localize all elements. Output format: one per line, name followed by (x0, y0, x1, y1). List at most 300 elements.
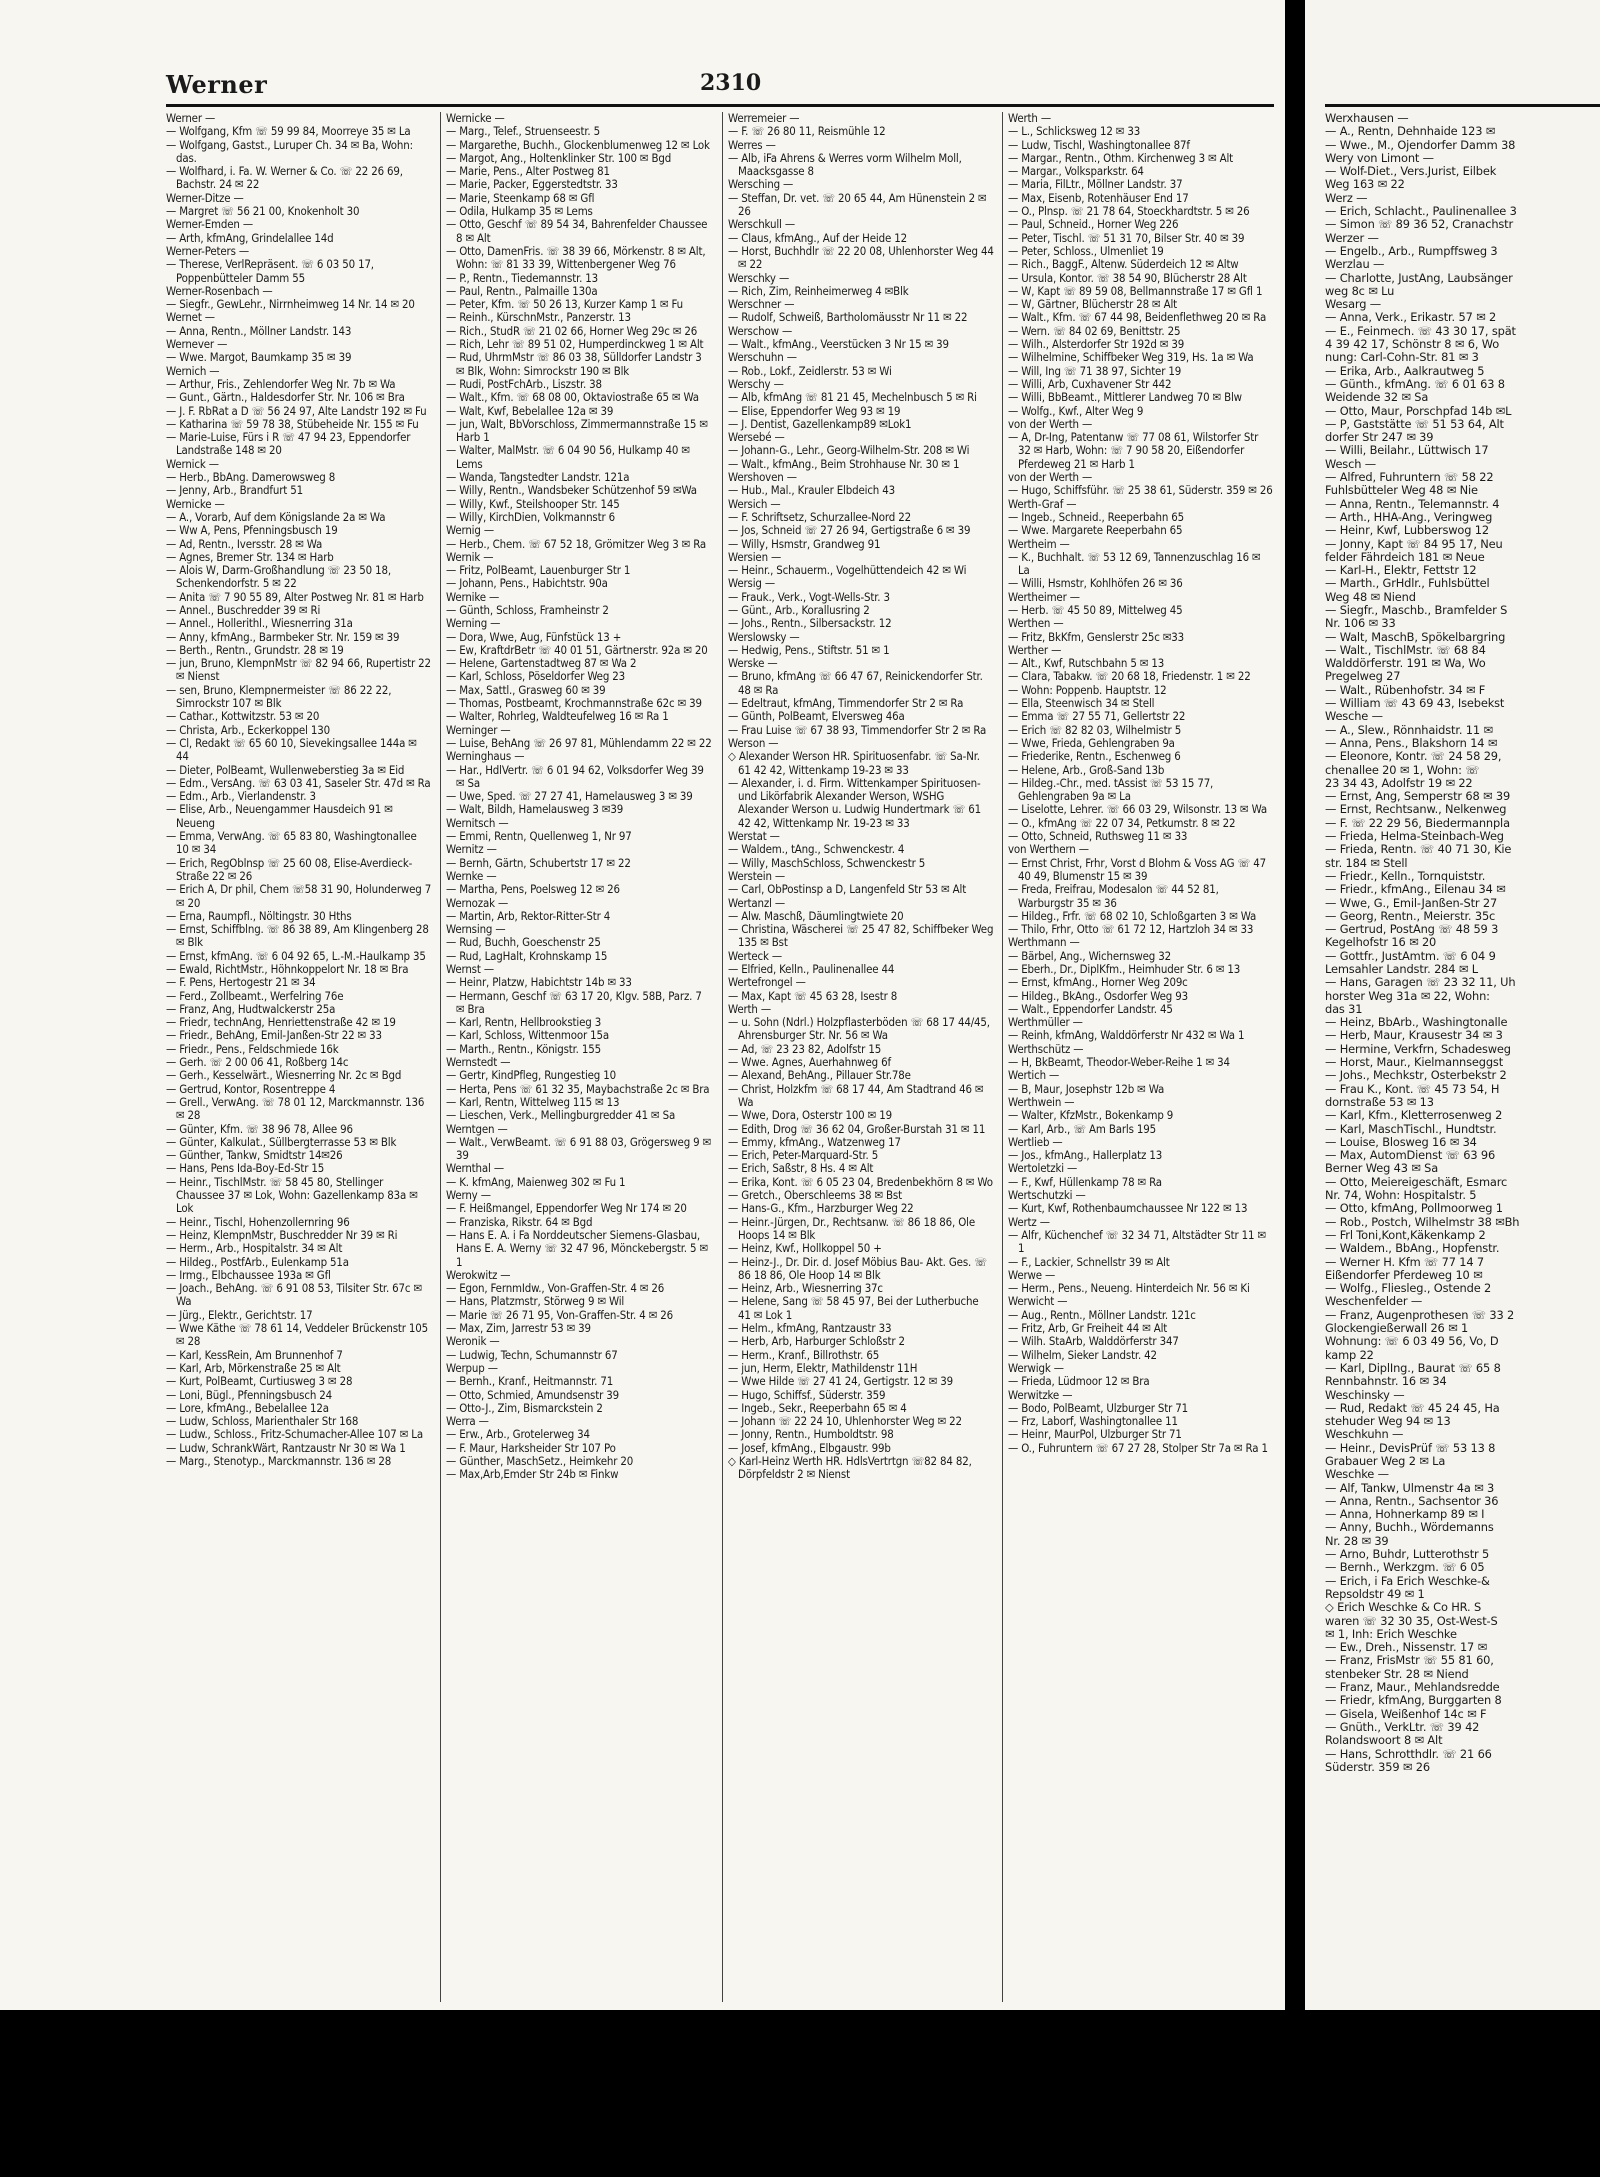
directory-entry: — Wolfgang, Kfm ☏ 59 99 84, Moorreye 35 ✉ La (166, 124, 411, 139)
directory-entry: — A., Vorarb, Auf dem Königslande 2a ✉ Wa (166, 509, 386, 524)
directory-entry: — Walt., kfmAng., Veerstücken 3 Nr 15 ✉ 39 (728, 337, 949, 352)
directory-entry-fragment: — Karl-H., Elektr, Fettstr 12 (1325, 563, 1477, 578)
directory-entry: — Alois W, Darm-Großhandlung ☏ 23 50 18, Schenkendorfstr. 5 ✉ 22 (166, 563, 391, 591)
directory-entry-fragment: — Gertrud, PostAng ☏ 48 59 3 (1325, 922, 1499, 937)
directory-entry: — Gunt., Gärtn., Haldesdorfer Str. Nr. 106 ✉ Bra (166, 390, 405, 405)
directory-entry: Werninghaus — (446, 749, 525, 764)
directory-entry-fragment: — Marth., GrHdlr., Fuhlsbüttel (1325, 576, 1490, 591)
directory-entry: — Johann-G., Lehr., Georg-Wilhelm-Str. 208 ✉ Wi (728, 443, 970, 458)
directory-entry: — Joach., BehAng. ☏ 6 91 08 53, Tilsiter Str. 67c ✉ Wa (166, 1281, 422, 1309)
directory-entry: Werpup — (446, 1360, 498, 1375)
directory-entry: — Max, Sattl., Grasweg 60 ✉ 39 (446, 682, 606, 697)
directory-entry-fragment: — Heinr., DevisPrüf ☏ 53 13 8 (1325, 1440, 1496, 1455)
directory-entry: — Wilh. StaArb, Walddörferstr 347 (1008, 1334, 1179, 1349)
directory-entry-fragment: ◇ Erich Weschke & Co HR. S (1325, 1600, 1482, 1615)
directory-entry-fragment: — Anna, Verk., Erikastr. 57 ✉ 2 (1325, 310, 1497, 325)
directory-entry: Werstein — (728, 868, 785, 883)
directory-entry: Werner-Emden — (166, 217, 253, 232)
directory-entry: Wernozak — (446, 895, 509, 910)
directory-entry-fragment: — Heinr, Kwf, Lubberswog 12 (1325, 523, 1489, 538)
directory-entry-fragment: — P, Gaststätte ☏ 51 53 64, Alt (1325, 416, 1504, 431)
directory-entry-fragment: — Willi, Beilahr., Lüttwisch 17 (1325, 443, 1489, 458)
directory-entry: — O., Plnsp. ☏ 21 78 64, Stoeckhardtstr. 5 ✉ 26 (1008, 204, 1250, 219)
directory-entry-fragment: Glockengießerwall 26 ✉ 1 (1325, 1321, 1469, 1336)
directory-entry-fragment: — Erich, Schlacht., Paulinenallee 3 (1325, 204, 1517, 219)
directory-entry: — Wolfhard, i. Fa. W. Werner & Co. ☏ 22 26 69, Bachstr. 24 ✉ 22 (166, 164, 403, 192)
directory-entry: — Cl, Redakt ☏ 65 60 10, Sievekingsallee 144a ✉ 44 (166, 735, 417, 764)
directory-entry-fragment: — Friedr., kfmAng., Eilenau 34 ✉ (1325, 882, 1506, 897)
directory-entry: — Karl, Schloss, Wittenmoor 15a (446, 1028, 610, 1043)
directory-entry: — Rich., StudR ☏ 21 02 66, Horner Weg 29c ✉ 26 (446, 323, 698, 338)
directory-entry-fragment: — Anna, Hohnerkamp 89 ✉ I (1325, 1507, 1485, 1522)
directory-entry-fragment: — Franz, Augenprothesen ☏ 33 2 (1325, 1307, 1515, 1322)
directory-entry: — Bärbel, Ang., Wichernsweg 32 (1008, 948, 1171, 963)
directory-entry-fragment: — Wwe, G., Emil-Janßen-Str 27 (1325, 895, 1498, 910)
directory-entry: — O., Fuhruntern ☏ 67 27 28, Stolper Str 7a ✉ Ra 1 (1008, 1440, 1268, 1455)
directory-entry: Werra — (446, 1414, 489, 1429)
directory-entry: — Herb, Arb, Harburger Schloßstr 2 (728, 1334, 905, 1349)
directory-entry: — Arthur, Fris., Zehlendorfer Weg Nr. 7b ✉ Wa (166, 376, 396, 391)
directory-columns (166, 112, 1274, 2002)
directory-entry: — Reinh, kfmAng, Walddörferstr Nr 432 ✉ Wa 1 (1008, 1028, 1245, 1043)
directory-entry: — Willy, Kwf., Steilshooper Str. 145 (446, 496, 620, 511)
directory-entry-fragment: — Arth., HHA-Ang., Veringweg (1325, 509, 1493, 524)
directory-entry: — Erich A, Dr phil, Chem ☏58 31 90, Holunderweg 7 ✉ 20 (166, 882, 432, 910)
directory-entry-fragment: — Jonny, Kapt ☏ 84 95 17, Neu (1325, 536, 1503, 551)
directory-entry: — Wwe, Dora, Osterstr 100 ✉ 19 (728, 1108, 892, 1123)
directory-entry: — Walt, Bildh, Hamelausweg 3 ✉39 (446, 802, 624, 817)
directory-entry: — Rich, Lehr ☏ 89 51 02, Humperdinckweg 1 ✉ Alt (446, 337, 704, 352)
directory-entry-fragment: Nr. 106 ✉ 33 (1325, 616, 1396, 631)
directory-entry: — Ernst Christ, Frhr, Vorst d Blohm & Voss AG ☏ 47 40 49, Blumenstr 15 ✉ 39 (1008, 855, 1266, 883)
directory-entry: — Karl, Rentn, Wittelweg 115 ✉ 13 (446, 1094, 620, 1109)
directory-entry: Werthen — (1008, 616, 1064, 631)
directory-entry: — Fritz, PolBeamt, Lauenburger Str 1 (446, 563, 631, 578)
directory-entry: — Max, Kapt ☏ 45 63 28, Isestr 8 (728, 988, 898, 1003)
directory-entry-fragment: — Werner H. Kfm ☏ 77 14 7 (1325, 1254, 1485, 1269)
directory-entry-fragment: Weschke — (1325, 1467, 1389, 1482)
directory-entry-fragment: — Max, AutomDienst ☏ 63 96 (1325, 1148, 1496, 1163)
directory-entry: — Wern. ☏ 84 02 69, Benittstr. 25 (1008, 323, 1181, 338)
directory-entry: Werwitzke — (1008, 1387, 1073, 1402)
directory-entry: — Wwe. Agnes, Auerhahnweg 6f (728, 1055, 891, 1070)
directory-entry-fragment: dornstraße 53 ✉ 13 (1325, 1094, 1434, 1109)
directory-entry: — Margar., Volksparkstr. 64 (1008, 164, 1144, 179)
directory-entry: — Rob., Lokf., Zeidlerstr. 53 ✉ Wi (728, 363, 892, 378)
directory-entry: — Hildeg., PostfArb., Eulenkamp 51a (166, 1254, 349, 1269)
directory-entry: — Erna, Raumpfl., Nöltingstr. 30 Hths (166, 908, 352, 923)
directory-entry: — Herb. ☏ 45 50 89, Mittelweg 45 (1008, 602, 1183, 617)
directory-entry: — Herta, Pens ☏ 61 32 35, Maybachstraße 2c ✉ Bra (446, 1081, 710, 1096)
directory-entry: Werslowsky — (728, 629, 800, 644)
directory-entry: — Walter, MalMstr. ☏ 6 04 90 56, Hulkamp 40 ✉ Lems (446, 443, 690, 471)
directory-entry: — B, Maur, Josephstr 12b ✉ Wa (1008, 1081, 1165, 1096)
directory-entry: — Herm., Kranf., Billrothstr. 65 (728, 1347, 880, 1362)
directory-entry: — Günt., Arb., Korallusring 2 (728, 602, 870, 617)
directory-entry: — Willy, Hsmstr, Grandweg 91 (728, 536, 881, 551)
directory-entry-fragment: — Erich, i Fa Erich Weschke-& (1325, 1573, 1490, 1588)
directory-entry: — Franz, Ang, Hudtwalckerstr 25a (166, 1001, 336, 1016)
directory-entry: — Hermann, Geschf ☏ 63 17 20, Klgv. 58B, Parz. 7 ✉ Bra (446, 988, 702, 1016)
directory-entry: Werwigk — (1008, 1360, 1064, 1375)
directory-entry: Wernik — (446, 549, 494, 564)
directory-entry: Wernet — (166, 310, 215, 325)
directory-entry: — Willi, Arb, Cuxhavener Str 442 (1008, 376, 1172, 391)
directory-entry: — Otto, Geschf ☏ 89 54 34, Bahrenfelder Chaussee 8 ✉ Alt (446, 217, 708, 245)
directory-entry: — Elfried, Kelln., Paulinenallee 44 (728, 962, 895, 976)
directory-entry: — Friedr, technAng, Henriettenstraße 42 ✉ 19 (166, 1015, 396, 1030)
directory-entry: — Edm., Arb., Vierlandenstr. 3 (166, 789, 316, 804)
directory-entry: Wertanzl — (728, 895, 786, 910)
directory-entry: — Luise, BehAng ☏ 26 97 81, Mühlendamm 22 ✉ 22 (446, 735, 712, 750)
directory-entry: — Emmy, kfmAng., Watzenweg 17 (728, 1134, 901, 1149)
directory-entry: Werthschütz — (1008, 1041, 1084, 1056)
page-number: 2310 (700, 70, 762, 96)
directory-entry: — Freda, Freifrau, Modesalon ☏ 44 52 81, Warburgstr 35 ✉ 36 (1008, 882, 1219, 910)
directory-entry: Wernicke — (446, 112, 505, 125)
directory-entry: Wernicke — (166, 496, 225, 511)
directory-entry-fragment: — Wwe., M., Ojendorfer Damm 38 (1325, 137, 1516, 152)
directory-entry-fragment: — Anny, Buchh., Wördemanns (1325, 1520, 1494, 1535)
directory-entry-fragment: — Walt., Rübenhofstr. 34 ✉ F (1325, 682, 1486, 697)
book-gutter (1285, 0, 1305, 2010)
directory-entry: — Alb, iFa Ahrens & Werres vorm Wilhelm Moll, Maacksgasse 8 (728, 150, 962, 179)
directory-entry: — Frauk., Verk., Vogt-Wells-Str. 3 (728, 589, 890, 604)
directory-entry: — Max, Eisenb, Rotenhäuser End 17 (1008, 190, 1189, 205)
directory-entry: — Clara, Tabakw. ☏ 20 68 18, Friedenstr. 1 ✉ 22 (1008, 669, 1251, 684)
directory-entry: — Alb, kfmAng ☏ 81 21 45, Mechelnbusch 5 ✉ Ri (728, 390, 977, 405)
directory-entry-fragment: — E., Feinmech. ☏ 43 30 17, spät (1325, 323, 1516, 338)
directory-entry: Werres — (728, 137, 776, 152)
directory-entry-fragment: — Waldem., BbAng., Hopfenstr. (1325, 1241, 1500, 1256)
directory-entry: Wersich — (728, 496, 781, 511)
directory-entry: Wernever — (166, 337, 228, 352)
directory-entry-fragment: — Bernh., Werkzgm. ☏ 6 05 (1325, 1560, 1485, 1575)
directory-entry-fragment: Werxhausen — (1325, 112, 1409, 125)
directory-entry: — Fritz, Arb, Gr Freiheit 44 ✉ Alt (1008, 1321, 1168, 1336)
directory-entry: — Loni, Bügl., Pfenningsbusch 24 (166, 1387, 333, 1402)
directory-entry: — Marth., Rentn., Königstr. 155 (446, 1041, 601, 1056)
directory-entry: — Marie, Steenkamp 68 ✉ Gfl (446, 190, 595, 205)
directory-entry-fragment: — Otto, Maur, Porschpfad 14b ✉L (1325, 403, 1512, 418)
directory-entry: — Ingeb., Schneid., Reeperbahn 65 (1008, 509, 1185, 524)
directory-entry: — Karl, Rentn, Hellbrookstieg 3 (446, 1015, 602, 1030)
directory-entry: — Waldem., tAng., Schwenckestr. 4 (728, 842, 905, 857)
directory-entry: — Franziska, Rikstr. 64 ✉ Bgd (446, 1214, 593, 1229)
directory-entry: — Friedr., BehAng, Emil-Janßen-Str 22 ✉ 33 (166, 1028, 382, 1043)
directory-entry: — Walt., kfmAng., Beim Strohhause Nr. 30 ✉ 1 (728, 456, 960, 471)
directory-entry-fragment: felder Fährdeich 181 ✉ Neue (1325, 549, 1485, 564)
directory-entry: Werntgen — (446, 1121, 508, 1136)
directory-entry: — J. F. RbRat a D ☏ 56 24 97, Alte Landstr 192 ✉ Fu (166, 403, 427, 418)
directory-entry: — Alw. Maschß, Däumlingtwiete 20 (728, 908, 904, 923)
directory-entry-fragment: 4 39 42 17, Schönstr 8 ✉ 6, Wo (1325, 337, 1500, 352)
directory-entry-fragment: — Gnüth., VerkLtr. ☏ 39 42 (1325, 1719, 1480, 1734)
directory-entry: — Irmg., Elbchaussee 193a ✉ Gfl (166, 1267, 331, 1282)
directory-entry: — Herm., Arb., Hospitalstr. 34 ✉ Alt (166, 1241, 343, 1256)
directory-entry-fragment: — Anna, Rentn., Telemannstr. 4 (1325, 496, 1500, 511)
directory-entry-fragment: — Wolf-Diet., Vers.Jurist, Eilbek (1325, 164, 1497, 179)
directory-entry: — Claus, kfmAng., Auf der Heide 12 (728, 230, 907, 245)
directory-entry-fragment: — Anna, Pens., Blakshorn 14 ✉ (1325, 735, 1498, 750)
directory-entry: — Walt., Kfm. ☏ 67 44 98, Beidenflethweg 20 ✉ Ra (1008, 310, 1267, 325)
directory-entry: — F. Maur, Harksheider Str 107 Po (446, 1440, 616, 1455)
directory-entry-fragment: stenbeker Str. 28 ✉ Niend (1325, 1666, 1469, 1681)
directory-entry: — Marie ☏ 26 71 95, Von-Graffen-Str. 4 ✉ 26 (446, 1307, 673, 1322)
directory-entry-fragment: — Horst, Maur., Kielmannseggst (1325, 1055, 1504, 1070)
directory-entry: — Johann ☏ 22 24 10, Uhlenhorster Weg ✉ 22 (728, 1414, 962, 1429)
directory-entry: — Christina, Wäscherei ☏ 25 47 82, Schiffbeker Weg 135 ✉ Bst (728, 922, 994, 950)
directory-entry-fragment: — Simon ☏ 89 36 52, Cranachstr (1325, 217, 1514, 232)
directory-entry: Wernitsch — (446, 815, 509, 830)
next-page-column (1325, 112, 1600, 2002)
directory-entry: — A, Dr-Ing, Patentanw ☏ 77 08 61, Wilstorfer Str 32 ✉ Harb, Wohn: ☏ 7 90 58 20, Eißendorfer Pferdeweg 21 ✉ Harb 1 (1008, 430, 1259, 471)
directory-entry-fragment: — Wolfg., Fliesleg., Ostende 2 (1325, 1281, 1492, 1296)
directory-entry: — Rud, UhrmMstr ☏ 86 03 38, Sülldorfer Landstr 3 ✉ Blk, Wohn: Simrockstr 190 ✉ Blk (446, 350, 702, 378)
directory-entry: — Marie-Luise, Fürs i R ☏ 47 94 23, Eppendorfer Landstraße 148 ✉ 20 (166, 430, 411, 458)
directory-entry: — Emmi, Rentn, Quellenweg 1, Nr 97 (446, 829, 632, 844)
directory-entry: Werschy — (728, 376, 784, 391)
directory-entry: — K., Buchhalt. ☏ 53 12 69, Tannenzuschlag 16 ✉ La (1008, 549, 1261, 578)
directory-entry: — Frau Luise ☏ 67 38 93, Timmendorfer Str 2 ✉ Ra (728, 722, 987, 737)
directory-entry: — jun, Herm, Elektr, Mathildenstr 11H (728, 1360, 918, 1375)
directory-entry: — Walt., Kfm. ☏ 68 08 00, Oktaviostraße 65 ✉ Wa (446, 390, 699, 405)
directory-entry: — Eberh., Dr., DiplKfm., Heimhuder Str. 6 ✉ 13 (1008, 962, 1241, 976)
directory-entry: — Karl, Schloss, Pöseldorfer Weg 23 (446, 669, 626, 684)
directory-entry: — Lieschen, Verk., Mellingburgredder 41 ✉ Sa (446, 1108, 676, 1123)
directory-entry: Werth — (728, 1001, 771, 1016)
directory-entry: — Bruno, kfmAng ☏ 66 47 67, Reinickendorfer Str. 48 ✉ Ra (728, 669, 983, 697)
directory-entry: Werninger — (446, 722, 511, 737)
directory-entry: — Wwe, Frieda, Gehlengraben 9a (1008, 735, 1175, 750)
directory-entry: — Rich, Zim, Reinheimerweg 4 ✉Blk (728, 283, 909, 298)
directory-entry: Wersig — (728, 576, 775, 591)
directory-entry: — Otto, Schmied, Amundsenstr 39 (446, 1387, 620, 1402)
directory-entry: — H, BkBeamt, Theodor-Weber-Reihe 1 ✉ 34 (1008, 1055, 1230, 1070)
directory-entry: — Günther, Tankw, Smidtstr 14✉26 (166, 1148, 343, 1163)
directory-entry: — Christ, Holzkfm ☏ 68 17 44, Am Stadtrand 46 ✉ Wa (728, 1081, 984, 1109)
directory-entry: — Elise, Arb., Neuengammer Hausdeich 91 ✉ Neueng (166, 802, 393, 830)
directory-entry: — Rudolf, Schweiß, Bartholomäusstr Nr 11 ✉ 22 (728, 310, 968, 325)
directory-entry-fragment: Pregelweg 27 (1325, 669, 1401, 684)
directory-entry: Wertheim — (1008, 536, 1070, 551)
directory-entry: — Ella, Steenwisch 34 ✉ Stell (1008, 696, 1155, 711)
directory-entry-fragment: — Anna, Rentn., Sachsentor 36 (1325, 1493, 1499, 1508)
directory-entry: — Marie, Packer, Eggerstedtstr. 33 (446, 177, 618, 192)
directory-entry: — Erich, RegOblnsp ☏ 25 60 08, Elise-Averdieck-Straße 22 ✉ 26 (166, 855, 413, 883)
directory-entry: — Anna, Rentn., Möllner Landstr. 143 (166, 323, 352, 338)
directory-entry: — Jürg., Elektr., Gerichtstr. 17 (166, 1307, 313, 1322)
directory-entry-fragment: Rennbahnstr. 16 ✉ 34 (1325, 1374, 1447, 1389)
directory-entry-fragment: waren ☏ 32 30 35, Ost-West-S (1325, 1613, 1498, 1628)
scan-border (0, 2010, 1600, 2177)
directory-entry: — F. Pens, Hertogestr 21 ✉ 34 (166, 975, 316, 990)
directory-entry: — Jenny, Arb., Brandfurt 51 (166, 483, 303, 498)
directory-entry: — Annel., Buschredder 39 ✉ Ri (166, 602, 321, 617)
directory-entry: Werthmann — (1008, 935, 1080, 950)
directory-entry: Werteck — (728, 948, 783, 963)
next-page-fragment (1305, 0, 1600, 2010)
directory-entry: — Josef, kfmAng., Elbgaustr. 99b (728, 1440, 891, 1455)
directory-entry-fragment: das 31 (1325, 1001, 1363, 1016)
directory-entry: — Peter, Kfm. ☏ 50 26 13, Kurzer Kamp 1 ✉ Fu (446, 297, 683, 312)
directory-entry: — Ewald, RichtMstr., Höhnkoppelort Nr. 18 ✉ Bra (166, 962, 409, 976)
directory-entry-fragment: Rolandswoort 8 ✉ Alt (1325, 1733, 1443, 1748)
directory-entry: — Frz, Laborf, Washingtonallee 11 (1008, 1414, 1178, 1429)
directory-entry: — F. ☏ 26 80 11, Reismühle 12 (728, 124, 886, 139)
directory-entry: — Heinz-J., Dr. Dir. d. Josef Möbius Bau- Akt. Ges. ☏ 86 18 86, Ole Hoop 14 ✉ Blk (728, 1254, 987, 1282)
directory-entry: Wernstedt — (446, 1055, 511, 1070)
directory-entry-fragment: — Siegfr., Maschb., Bramfelder S (1325, 602, 1508, 617)
directory-entry: — Wwe Käthe ☏ 78 61 14, Veddeler Brückenstr 105 ✉ 28 (166, 1321, 429, 1349)
directory-entry-fragment: — Erika, Arb., Aalkrautweg 5 (1325, 363, 1485, 378)
directory-entry: — Max, Zim, Jarrestr 53 ✉ 39 (446, 1321, 591, 1336)
directory-entry: — Karl, Arb, Mörkenstraße 25 ✉ Alt (166, 1360, 341, 1375)
directory-entry: Wernsing — (446, 922, 506, 937)
directory-entry: — Günther, MaschSetz., Heimkehr 20 (446, 1453, 634, 1468)
directory-entry: — Hans, Platzmstr, Störweg 9 ✉ Wil (446, 1294, 625, 1309)
directory-entry: — Lore, kfmAng., Bebelallee 12a (166, 1400, 329, 1415)
directory-entry-fragment: — Johs., Mechkstr, Osterbekstr 2 (1325, 1068, 1507, 1083)
directory-entry: von Werthern — (1008, 842, 1089, 857)
directory-entry: — Alfr, Küchenchef ☏ 32 34 71, Altstädter Str 11 ✉ 1 (1008, 1227, 1266, 1256)
directory-entry: — Heinz, KlempnMstr, Buschredder Nr 39 ✉ Ri (166, 1227, 398, 1242)
directory-entry: — Otto-J., Zim, Bismarckstein 2 (446, 1400, 603, 1415)
directory-entry: — Wilhelm, Sieker Landstr. 42 (1008, 1347, 1157, 1362)
directory-entry: ◇ Karl-Heinz Werth HR. HdlsVertrtgn ☏82 84 82, Dörpfeldstr 2 ✉ Nienst (728, 1453, 972, 1482)
directory-entry: — Hildeg., Frfr. ☏ 68 02 10, Schloßgarten 3 ✉ Wa (1008, 908, 1257, 923)
directory-entry-fragment: str. 184 ✉ Stell (1325, 855, 1408, 870)
directory-entry-fragment: — Arno, Buhdr, Lutterothstr 5 (1325, 1547, 1490, 1562)
directory-entry: — Wohn: Poppenb. Hauptstr. 12 (1008, 682, 1167, 697)
directory-entry-fragment: Weschkuhn — (1325, 1427, 1404, 1442)
directory-entry: Werthmüller — (1008, 1015, 1083, 1030)
directory-entry: Wershoven — (728, 470, 797, 485)
directory-entry-fragment: chenallee 20 ✉ 1, Wohn: ☏ (1325, 762, 1480, 777)
directory-entry: — Arth, kfmAng, Grindelallee 14d (166, 230, 334, 245)
directory-entry: — Anny, kfmAng., Barmbeker Str. Nr. 159 ✉ 39 (166, 629, 400, 644)
directory-entry: — Bernh, Gärtn, Schubertstr 17 ✉ 22 (446, 855, 631, 870)
directory-entry: — Jonny, Rentn., Humboldtstr. 98 (728, 1427, 894, 1442)
directory-entry: — Willy, Rentn., Wandsbeker Schützenhof 59 ✉Wa (446, 483, 697, 498)
directory-entry: — Martha, Pens, Poelsweg 12 ✉ 26 (446, 882, 620, 897)
directory-entry: — Herm., Pens., Neueng. Hinterdeich Nr. 56 ✉ Ki (1008, 1281, 1250, 1296)
directory-entry-fragment: — Franz, Maur., Mehlandsredde (1325, 1680, 1500, 1695)
directory-entry: — Karl, Arb., ☏ Am Barls 195 (1008, 1121, 1156, 1136)
directory-entry: — sen, Bruno, Klempnermeister ☏ 86 22 22, Simrockstr 107 ✉ Blk (166, 682, 392, 711)
directory-entry: — Hans E. A. i Fa Norddeutscher Siemens-Glasbau, Hans E. A. Werny ☏ 32 47 96, Mönckebergstr. 5 ✉ 1 (446, 1227, 708, 1269)
directory-entry: Wertz — (1008, 1214, 1050, 1229)
directory-entry: — L., Schlicksweg 12 ✉ 33 (1008, 124, 1141, 139)
directory-entry: — Bernh., Kranf., Heitmannstr. 71 (446, 1374, 614, 1389)
directory-entry-fragment: Grabauer Weg 2 ✉ La (1325, 1453, 1446, 1468)
directory-entry: — Wolfg., Kwf., Alter Weg 9 (1008, 403, 1144, 418)
directory-entry-fragment: — Rob., Postch, Wilhelmstr 38 ✉Bh (1325, 1214, 1520, 1229)
directory-entry: Wernig — (446, 523, 494, 538)
directory-entry: — Agnes, Bremer Str. 134 ✉ Harb (166, 549, 334, 564)
directory-entry-fragment: Lemsahler Landstr. 284 ✉ L (1325, 962, 1478, 976)
directory-entry: — Rudi, PostFchArb., Liszstr. 38 (446, 376, 602, 391)
directory-entry: — jun, Walt, BbVorschloss, Zimmermannstraße 15 ✉ Harb 1 (446, 416, 708, 445)
directory-entry: — Odila, Hulkamp 35 ✉ Lems (446, 204, 593, 219)
directory-entry: — Hans-G., Kfm., Harzburger Weg 22 (728, 1201, 914, 1216)
directory-entry: — F., Lackier, Schnellstr 39 ✉ Alt (1008, 1254, 1170, 1269)
directory-entry-fragment: — Hans, Schrotthdlr. ☏ 21 66 (1325, 1746, 1492, 1761)
directory-entry-fragment: — Walt., TischlMstr. ☏ 68 84 (1325, 642, 1486, 657)
directory-entry-fragment: — William ☏ 43 69 43, Isebekst (1325, 696, 1505, 711)
directory-entry: Wertefrongel — (728, 975, 806, 990)
directory-entry: — Egon, FernmIdw., Von-Graffen-Str. 4 ✉ 26 (446, 1281, 665, 1296)
directory-entry: — Therese, VerlRepräsent. ☏ 6 03 50 17, Poppenbütteler Damm 55 (166, 257, 374, 285)
directory-entry: — Marg., Telef., Struenseestr. 5 (446, 124, 600, 139)
directory-entry: — Ludw., Schloss., Fritz-Schumacher-Allee 107 ✉ La (166, 1427, 423, 1442)
directory-entry: — Wilh., Alsterdorfer Str 192d ✉ 39 (1008, 337, 1185, 352)
directory-entry: — Heinr.-Jürgen, Dr., Rechtsanw. ☏ 86 18 86, Ole Hoops 14 ✉ Blk (728, 1214, 976, 1242)
directory-entry: — Thilo, Frhr, Otto ☏ 61 72 12, Hartzloh 34 ✉ 33 (1008, 922, 1254, 937)
directory-entry: — Grell., VerwAng. ☏ 78 01 12, Marckmannstr. 136 ✉ 28 (166, 1094, 425, 1123)
directory-entry: — Willy, KirchDien, Volkmannstr 6 (446, 509, 616, 524)
directory-entry-fragment: horster Weg 31a ✉ 22, Wohn: (1325, 988, 1490, 1003)
directory-column-4 (1008, 112, 1274, 2002)
directory-entry-fragment: — Friedr, kfmAng, Burggarten 8 (1325, 1693, 1502, 1708)
directory-entry: — Heinr, MaurPol, Ulzburger Str 71 (1008, 1427, 1182, 1442)
directory-entry: — Ludw, SchrankWärt, Rantzaustr Nr 30 ✉ Wa 1 (166, 1440, 406, 1455)
directory-entry: — Marie, Pens., Alter Postweg 81 (446, 164, 610, 179)
directory-entry-fragment: — Alfred, Fuhruntern ☏ 58 22 (1325, 470, 1494, 485)
directory-entry: — Max,Arb,Emder Str 24b ✉ Finkw (446, 1467, 619, 1482)
directory-entry: — Hugo, Schiffsführ. ☏ 25 38 61, Süderstr. 359 ✉ 26 (1008, 483, 1273, 498)
directory-entry: — Friederike, Rentn., Eschenweg 6 (1008, 749, 1181, 764)
directory-entry: — Hugo, Schiffsf., Süderstr. 359 (728, 1387, 886, 1402)
directory-entry-fragment: — Herb, Maur, Krausestr 34 ✉ 3 (1325, 1028, 1503, 1043)
directory-entry: — Margarethe, Buchh., Glockenblumenweg 12 ✉ Lok (446, 137, 710, 152)
directory-entry-fragment: — Rud, Redakt ☏ 45 24 45, Ha (1325, 1400, 1500, 1415)
directory-entry: — Erich ☏ 82 82 03, Wilhelmistr 5 (1008, 722, 1182, 737)
directory-entry: — Hub., Mal., Krauler Elbdeich 43 (728, 483, 895, 498)
directory-entry-fragment: — Franz, FrisMstr ☏ 55 81 60, (1325, 1653, 1494, 1668)
directory-entry: — Siegfr., GewLehr., Nirrnheimweg 14 Nr. 14 ✉ 20 (166, 297, 415, 312)
directory-entry: — Ingeb., Sekr., Reeperbahn 65 ✉ 4 (728, 1400, 907, 1415)
directory-entry-fragment: — Frieda, Rentn. ☏ 40 71 30, Kie (1325, 842, 1512, 857)
directory-entry: — Herb., Chem. ☏ 67 52 18, Grömitzer Weg 3 ✉ Ra (446, 536, 707, 551)
directory-entry: — Steffan, Dr. vet. ☏ 20 65 44, Am Hünenstein 2 ✉ 26 (728, 190, 987, 219)
directory-entry-fragment: weg 8c ✉ Lu (1325, 283, 1395, 298)
directory-entry: Wernike — (446, 589, 500, 604)
directory-entry: — Walt., Eppendorfer Landstr. 45 (1008, 1001, 1173, 1016)
directory-entry: — Anita ☏ 7 90 55 89, Alter Postweg Nr. 81 ✉ Harb (166, 589, 424, 604)
directory-entry: — Günter, Kalkulat., Süllbergterrasse 53 ✉ Blk (166, 1134, 397, 1149)
directory-entry: — Heinr, Platzw, Habichtstr 14b ✉ 33 (446, 975, 632, 990)
directory-entry: Wersching — (728, 177, 794, 192)
directory-entry: — Kurt, PolBeamt, Curtiusweg 3 ✉ 28 (166, 1374, 353, 1389)
directory-entry: Wernst — (446, 962, 494, 976)
directory-entry-fragment: — Ew., Dreh., Nissenstr. 17 ✉ (1325, 1640, 1488, 1655)
directory-entry: — Heinr., Schauerm., Vogelhüttendeich 42 ✉ Wi (728, 563, 967, 578)
directory-entry: — Elise, Eppendorfer Weg 93 ✉ 19 (728, 403, 901, 418)
directory-entry: — Wilhelmine, Schiffbeker Weg 319, Hs. 1a ✉ Wa (1008, 350, 1254, 365)
directory-entry: Werthwein — (1008, 1094, 1075, 1109)
directory-entry: — Ad, Rentn., Iversstr. 28 ✉ Wa (166, 536, 323, 551)
directory-entry: — Erw., Arb., Grotelerweg 34 (446, 1427, 590, 1442)
directory-entry: — Paul, Schneid., Horner Weg 226 (1008, 217, 1179, 232)
directory-entry: — Wolfgang, Gastst., Luruper Ch. 34 ✉ Ba, Wohn: das. (166, 137, 413, 165)
directory-entry: Werny — (446, 1188, 491, 1203)
directory-entry-fragment: — A., Slew., Rönnhaidstr. 11 ✉ (1325, 722, 1493, 737)
directory-entry: Wernich — (166, 363, 220, 378)
directory-entry-fragment: Wesche — (1325, 709, 1383, 724)
directory-entry-fragment: — Louise, Blosweg 16 ✉ 34 (1325, 1134, 1477, 1149)
directory-entry-fragment: dorfer Str 247 ✉ 39 (1325, 430, 1434, 445)
